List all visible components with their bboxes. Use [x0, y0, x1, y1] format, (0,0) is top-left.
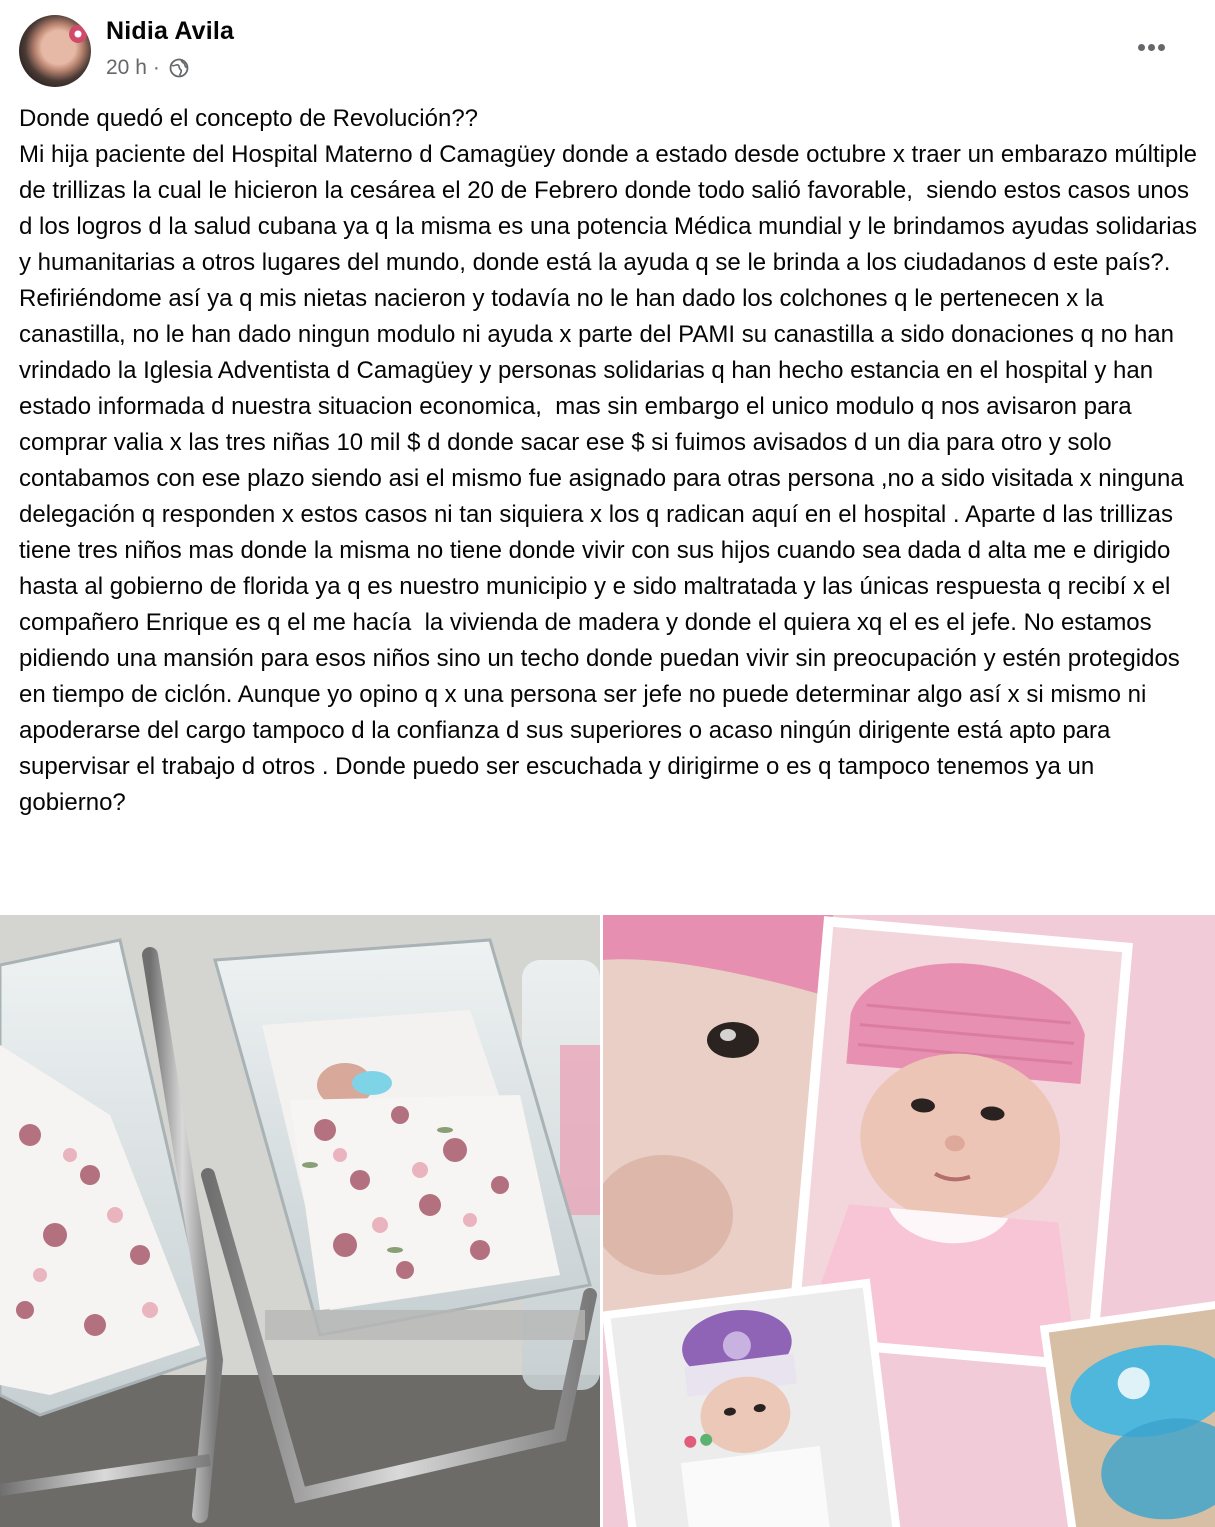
more-options-icon[interactable] [1131, 32, 1171, 62]
post-text: Donde quedó el concepto de Revolución?? Mi hija paciente del Hospital Materno d Camagüey donde a estado desde octubre x traer un embarazo múltiple de trillizas la cual le hicieron la cesárea el 20 de Febrero donde todo salió favorable, siendo estos casos unos d los logros d la salud cubana ya q la misma es una potencia Médica mundial y le brindamos ayudas solidarias y humanitarias a otros lugares del mundo, donde está la ayuda q se le brinda a los ciudadanos d este país?. Refiriéndome así ya q mis nietas nacieron y todavía no le han dado los colchones q le pertenecen x la canastilla, no le han dado ningun modulo ni ayuda x parte del PAMI su canastilla a sido donaciones q no han vrindado la Iglesia Adventista d Camagüey y personas solidarias q han hecho estancia en el hospital y han estado informada d nuestra situacion economica, mas sin embargo el unico modulo q nos avisaron para comprar valia x las tres niñas 10 mil $ d donde sacar ese $ si fuimos avisados d un dia para otro y solo contabamos con ese plazo siendo asi el mismo fue asignado para otras persona ,no a sido visitada x ninguna delegación q responden x estos casos ni tan siquiera x los q radican aquí en el hospital . Aparte d las trillizas tiene tres niños mas donde la misma no tiene donde vivir con sus hijos cuando sea dada d alta me e dirigido hasta al gobierno de florida ya q es nuestro municipio y e sido maltratada y las únicas respuesta q recibí x el compañero Enrique es q el me hacía la vivienda de madera y donde el quiera xq el es el jefe. No estamos pidiendo una mansión para esos niños sino un techo donde puedan vivir sin preocupación y estén protegidos en tiempo de ciclón. Aunque yo opino q x una persona ser jefe no puede determinar algo así x si mismo ni apoderarse del cargo tampoco d la confianza d sus superiores o acaso ningún dirigente está apto para supervisar el trabajo d otros . Donde puedo ser escuchada y dirigirme o es q tampoco tenemos ya un gobierno? [19, 105, 1198, 816]
author-avatar[interactable] [19, 15, 91, 87]
avatar-flower-decoration [69, 25, 87, 43]
post-meta [106, 56, 190, 80]
post-photo-collage[interactable] [603, 915, 1215, 1527]
author-name[interactable]: Nidia Avila [106, 17, 235, 45]
meta-separator: · [152, 56, 160, 79]
post-timestamp[interactable]: 20 h [106, 56, 147, 79]
post-photo-bassinets[interactable] [0, 915, 600, 1527]
post-header [0, 0, 1215, 100]
globe-icon[interactable] [168, 57, 190, 79]
